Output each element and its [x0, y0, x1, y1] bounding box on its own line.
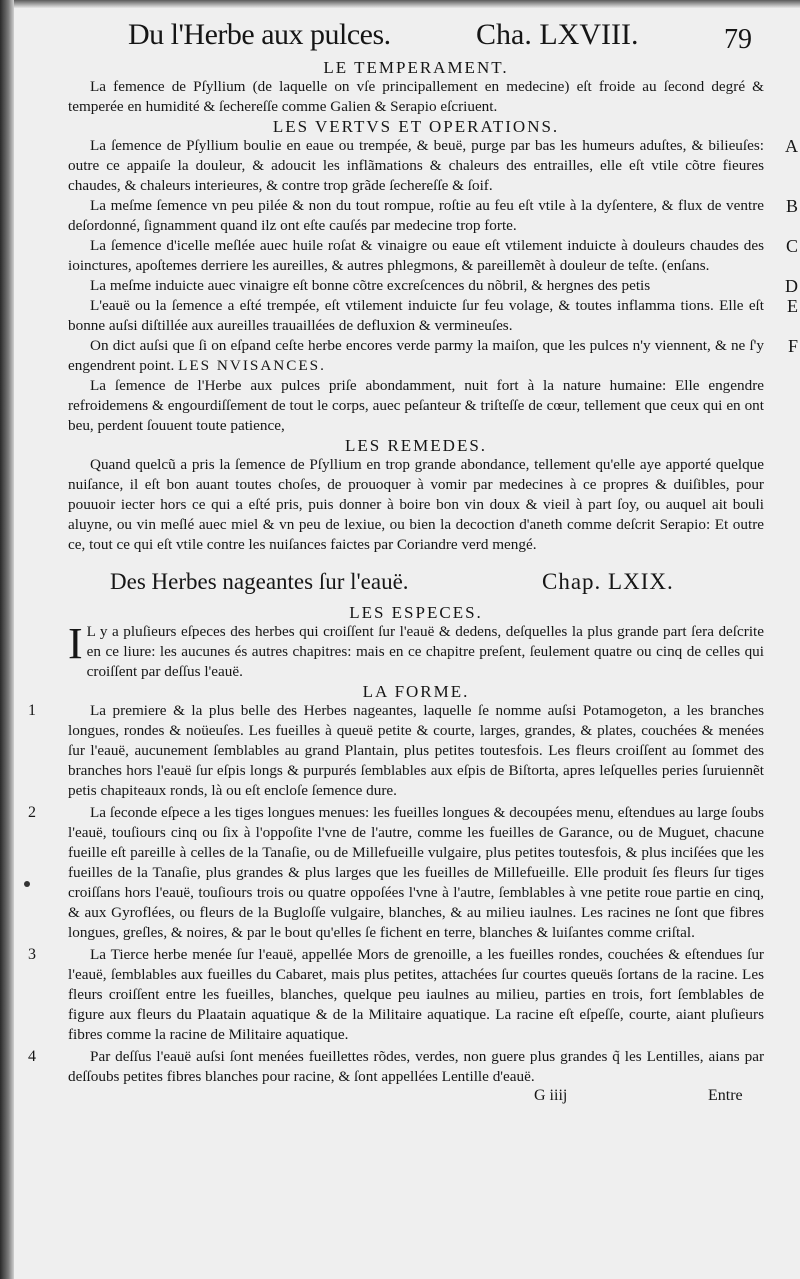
nuisances-paragraph: La ſemence de l'Herbe aux pulces priſe abondamment, nuit fort à la nature humaine: Elle engendre refroidemens & engourdiſſement de tout le corps, auec peſanteur & triſteſſe de cœur, tellement que ceux qui en ont beu, perdent ſouuent toute patience, — [68, 377, 764, 434]
remedes-heading: LES REMEDES. — [344, 436, 488, 455]
chapter-number: Chap. LXIX. — [542, 569, 674, 594]
vertus-text: L'eauë ou la ſemence a eſté trempée, eſt vtilement induicte ſur feu volage, & toutes inflamma tions. Elle eſt bonne auſsi diſtillée aux aureilles trauaillées de defluxion & vermineuſes. — [68, 297, 764, 334]
chapter-title: Des Herbes nageantes ſur l'eauë. — [110, 569, 409, 594]
forme-text: Par deſſus l'eauë auſsi ſont menées fueillettes rõdes, verdes, non guere plus grandes q̃ les Lentilles, aians par deſſoubs petites fibres blanches pour racine, & ſont appellées Lentille d'eauë. — [68, 1048, 764, 1085]
margin-letter-e: E — [787, 296, 798, 316]
chapter-heading — [68, 569, 764, 603]
nuisances-heading-inline: LES NVISANCES. — [178, 357, 326, 374]
paragraph-number: 2 — [28, 804, 36, 821]
margin-letter-f: F — [787, 336, 798, 356]
vertus-paragraph-b — [68, 196, 798, 236]
forme-text: La premiere & la plus belle des Herbes nageantes, laquelle ſe nomme auſsi Potamogeton, a les branches longues, rondes & noüeuſes. Les fueilles à queuë petite & courte, larges, grandes, & plates, couchées & menées ſur l'eauë, aucunement ſemblables au grand Plantain, plus petites toutesfois. Les fleurs croiſſent au ſommet des branches hors l'eauë ſur eſpis longs & purpurés ſemblables aux eſpis de Biſtorta, apres leſquelles peries ſuruiennẽt petis chapiteaux ronds, là ou eſt encloſe ſemence dure. — [68, 702, 764, 799]
especes-heading: LES ESPECES. — [349, 603, 483, 622]
text-column — [28, 18, 798, 1109]
margin-letter-a: A — [785, 136, 798, 156]
folio-number: 79 — [724, 24, 752, 55]
margin-letter-b: B — [785, 196, 798, 216]
vertus-text: La meſme ſemence vn peu pilée & non du tout rompue, roſtie au feu eſt vtile à la dyſentere, & flux de ventre deſordonné, ſignamment quand ilz ont eſte cauſés par medecine trop forte. — [68, 197, 764, 234]
page-edge-shadow-top — [0, 0, 800, 8]
vertus-text: La meſme induicte auec vinaigre eſt bonne cõtre excreſcences du nõbril, & hergnes des petis — [90, 277, 651, 294]
page-footer — [68, 1087, 764, 1109]
vertus-paragraph-c — [68, 236, 798, 276]
running-head — [68, 18, 764, 58]
vertus-heading: LES VERTVS ET OPERATIONS. — [272, 117, 560, 136]
forme-paragraph-2 — [28, 803, 764, 943]
especes-paragraph — [68, 619, 764, 682]
temperament-paragraph: La femence de Pſyllium (de laquelle on vſe principallement en medecine) eſt froide au ſecond degré & temperée en humidité & ſechereſſe comme Galien & Serapio eſcriuent. — [68, 78, 764, 115]
ink-blot — [24, 881, 30, 887]
vertus-text: La ſemence d'icelle meſlée auec huile roſat & vinaigre ou eaue eſt vtilement induicte à douleurs chaudes des ioinctures, apoſtemes derriere les aureilles, & autres phlegmons, & pareillemẽt à douleur de teſte. (enſans. — [68, 237, 764, 274]
drop-capital: I — [68, 619, 83, 668]
vertus-text: On dict auſsi que ſi on eſpand ceſte herbe encores verde parmy la maiſon, que les pulces n'y viennent, & ne ſ'y engendrent point. — [68, 337, 764, 374]
vertus-paragraph-d — [68, 276, 798, 296]
forme-text: La ſeconde eſpece a les tiges longues menues: les fueilles longues & decoupées menu, eſtendues au large ſoubs l'eauë, touſiours cinq ou ſix à l'oppoſite l'vne de l'autre, comme les fueilles de Garance, ou de Muguet, chacune fueille eſt pareille à celles de la Tanaſie, ou de Millefueille vulgaire, plus petites toutesfois, & plus inciſées que les fueilles de la Tanaſie, plus grandes & plus larges que les fueilles de Millefueille. Elle produit ſes fleurs ſur tiges croiſſans hors l'eauë, touſiours trois ou quatre oppoſées l'vne à l'autre, ſemblables à vne petite roue partie en cinq, & aux Gyroflées, ou fleurs de la Bugloſſe vulgaire, blanches, & au milieu iaulnes. Les racines ne ſont que fibres longues, greſles, & noires, & par le bout qu'elles ſe fichent en terre, blanches & luiſantes comme criſtal. — [68, 804, 764, 941]
forme-paragraph-1 — [28, 701, 764, 801]
remedes-paragraph: Quand quelcũ a pris la ſemence de Pſyllium en trop grande abondance, tellement qu'elle aye apporté quelque nuiſance, il eſt bon auant toutes choſes, de prouoquer à vomir par medecines à ce propres & duiſibles, pour pouuoir iecter hors ce qui a eſté pris, puis donner à boire bon vin doux & vieil à part ſoy, ou auquel ait bouli aluyne, ou vin meſlé auec miel & vn peu de lexiue, ou bien la decoction d'aneth comme deſcrit Serapio: Et outre ce, tout ce qui eſt vtile contre les nuiſances faictes par Coriandre verd mengé. — [68, 456, 764, 553]
temperament-heading: LE TEMPERAMENT. — [323, 58, 509, 77]
forme-paragraph-3 — [28, 945, 764, 1045]
forme-text: La Tierce herbe menée ſur l'eauë, appellée Mors de grenoille, a les fueilles rondes, couchées & eſtendues ſur l'eauë, ſemblables aux fueilles du Cabaret, mais plus petites, attachées ſur courtes queuës ſortans de la racine. Les fleurs croiſſent entre les fueilles, blanches, quelque peu iaulnes au milieu, parties en trois, fort ſemblables de figure aux fleurs du Plaatain aquatique & de la Militaire aquatique. La racine eſt eſpeſſe, courte, aiant pluſieurs fibres comme la racine de Militaire aquatique. — [68, 946, 764, 1043]
signature-mark: G iiij — [534, 1087, 568, 1104]
paragraph-number: 3 — [28, 946, 36, 963]
vertus-paragraph-a — [68, 136, 798, 196]
page-edge-shadow-left — [0, 0, 14, 1279]
vertus-paragraph-e — [68, 296, 798, 336]
catchword: Entre — [708, 1087, 743, 1104]
running-head-title: Du l'Herbe aux pulces. — [128, 18, 391, 51]
vertus-text: La ſemence de Pſyllium boulie en eaue ou trempée, & beuë, purge par bas les humeurs aduſtes, & bilieuſes: outre ce appaiſe la douleur, & adoucit les inflãmations & chaleurs des entrailles, elle eſt vtile cõtre fieures chaudes, & chaleurs interieures, & contre trop grãde ſechereſſe & ſoif. — [68, 137, 764, 194]
paragraph-number: 4 — [28, 1048, 36, 1065]
forme-paragraph-4 — [28, 1047, 764, 1087]
forme-heading: LA FORME. — [362, 682, 470, 701]
margin-letter-d: D — [785, 276, 798, 296]
running-head-chapter: Cha. LXVIII. — [476, 18, 639, 51]
vertus-paragraph-f — [68, 336, 798, 376]
paragraph-number: 1 — [28, 702, 36, 719]
margin-letter-c: C — [785, 236, 798, 256]
especes-text: L y a pluſieurs eſpeces des herbes qui croiſſent ſur l'eauë & dedens, deſquelles la plus grande part ſera deſcrite en ce liure: les aucunes és autres chapitres: mais en ce chapitre preſent, ſeulement quatre ou cinq de celles qui croiſſent par deſſus l'eauë. — [86, 623, 764, 680]
